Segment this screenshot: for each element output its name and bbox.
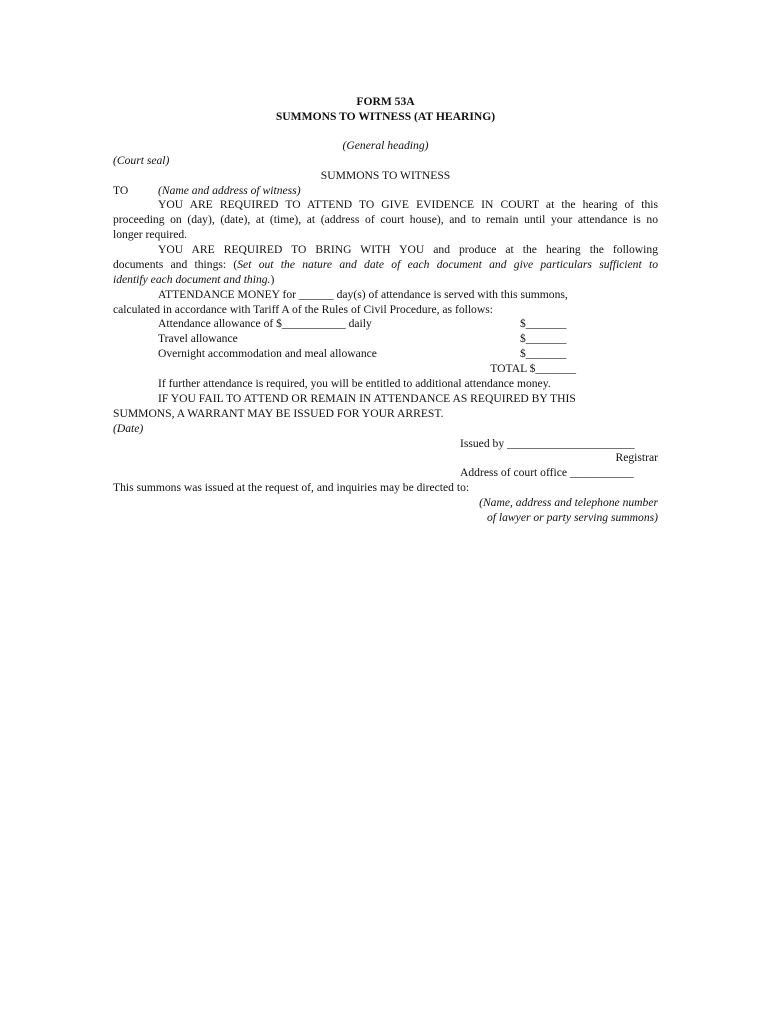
warning-line-2: SUMMONS, A WARRANT MAY BE ISSUED FOR YOUR ARREST.	[113, 407, 444, 420]
bring-line-3-text: )	[270, 273, 275, 286]
court-office-address-line: Address of court office ___________	[460, 466, 634, 479]
overnight-allowance-label: Overnight accommodation and meal allowance	[158, 347, 377, 360]
bring-line-2-italic: Set out the nature and date of each document and give particulars sufficient to	[237, 258, 658, 271]
money-line-2: calculated in accordance with Tariff A of the Rules of Civil Procedure, as follows:	[113, 303, 493, 316]
witness-placeholder: (Name and address of witness)	[158, 184, 301, 197]
lawyer-info-line-1: (Name, address and telephone number	[479, 496, 658, 509]
attend-line-1: YOU ARE REQUIRED TO ATTEND TO GIVE EVIDENCE IN COURT at the hearing of this	[158, 198, 658, 211]
travel-allowance-label: Travel allowance	[158, 332, 238, 345]
overnight-allowance-amount: $_______	[520, 347, 567, 360]
lawyer-info-line-2: of lawyer or party serving summons)	[487, 511, 658, 524]
bring-line-2	[113, 257, 658, 272]
bring-line-2-text: documents and things: (	[113, 258, 238, 271]
registrar-label: Registrar	[615, 451, 658, 464]
general-heading: (General heading)	[342, 139, 429, 152]
further-attendance-note: If further attendance is required, you will be entitled to additional attendance money.	[158, 377, 551, 390]
date-placeholder: (Date)	[113, 422, 144, 435]
bring-line-1: YOU ARE REQUIRED TO BRING WITH YOU and produce at the hearing the following	[158, 243, 658, 256]
request-line: This summons was issued at the request of, and inquiries may be directed to:	[113, 481, 470, 494]
attend-line-3: longer required.	[113, 228, 188, 241]
attend-line-2: proceeding on (day), (date), at (time), at (address of court house), and to remain until your attendance is no	[113, 213, 658, 226]
travel-allowance-amount: $_______	[520, 332, 567, 345]
court-seal: (Court seal)	[113, 154, 170, 167]
warning-line-1: IF YOU FAIL TO ATTEND OR REMAIN IN ATTENDANCE AS REQUIRED BY THIS	[158, 392, 576, 405]
form-number: FORM 53A	[356, 95, 415, 108]
bring-line-3-italic: identify each document and thing.	[113, 273, 271, 286]
total-amount: TOTAL $_______	[490, 362, 576, 375]
attendance-allowance-label: Attendance allowance of $___________ daily	[158, 317, 372, 330]
issued-by-line: Issued by ______________________	[460, 437, 635, 450]
money-line-1: ATTENDANCE MONEY for ______ day(s) of attendance is served with this summons,	[158, 288, 568, 301]
attendance-allowance-amount: $_______	[520, 317, 567, 330]
form-title: SUMMONS TO WITNESS (AT HEARING)	[275, 110, 496, 123]
bring-line-3	[113, 272, 274, 287]
summons-title: SUMMONS TO WITNESS	[320, 169, 451, 182]
to-label: TO	[113, 184, 129, 197]
